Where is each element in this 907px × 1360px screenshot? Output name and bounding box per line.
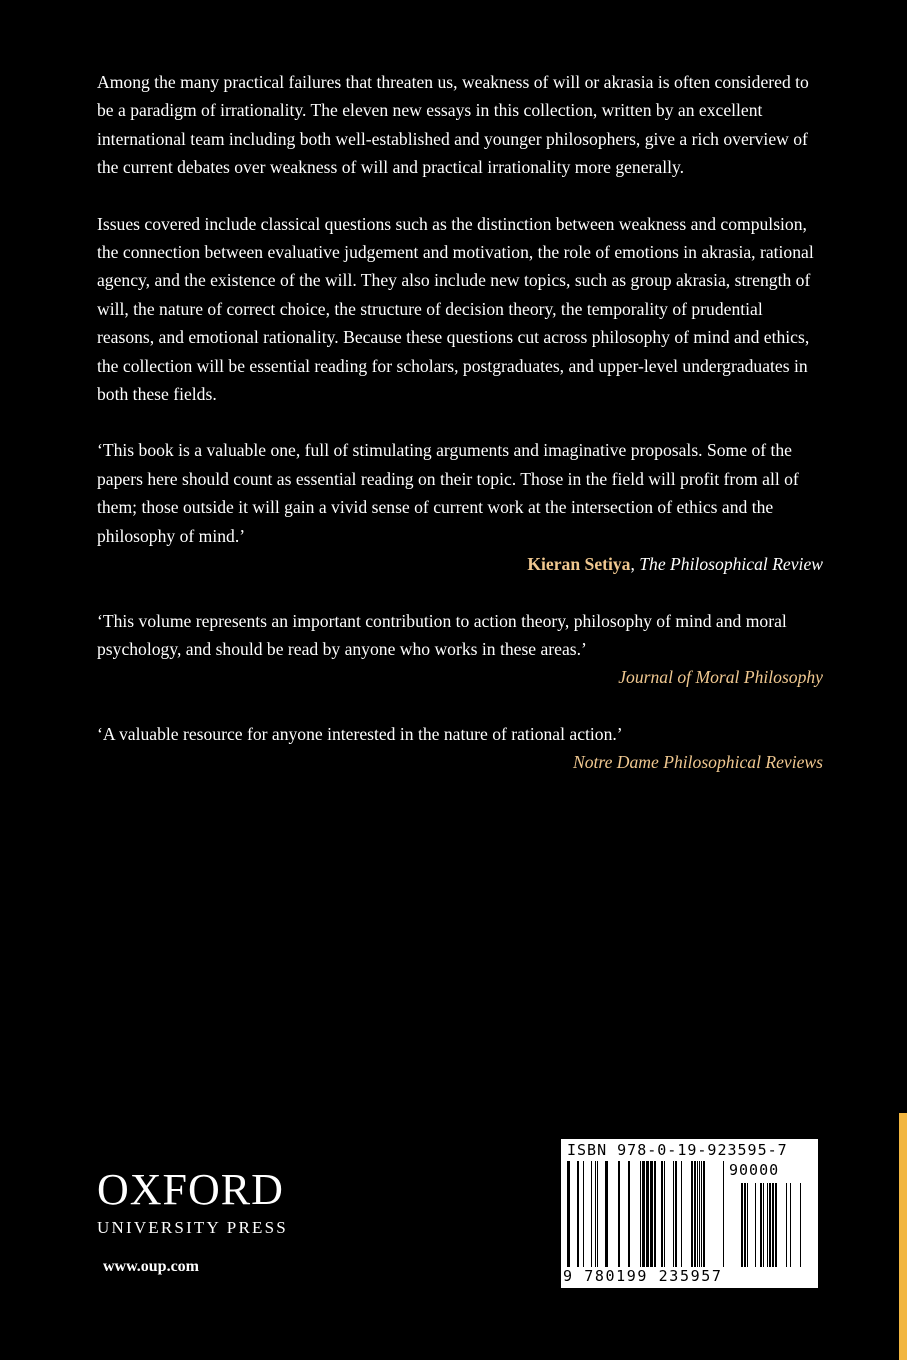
barcode-bar [691,1161,693,1267]
barcode-bar [767,1183,768,1267]
barcode-bar [755,1183,756,1267]
barcode-bar [786,1183,787,1267]
barcode-bar [640,1161,641,1267]
review-source-3: Notre Dame Philosophical Reviews [572,752,823,773]
barcode-bar [650,1161,653,1267]
barcode-bar [763,1183,764,1267]
barcode-bar [595,1161,596,1267]
barcode-bar [642,1161,645,1267]
publisher-website[interactable]: www.oup.com [103,1258,200,1275]
review-quote-2: ‘This volume represents an important contribution to action theory, philosophy of mind and moral psychology, and should be read by anyone who works in these areas.’ [97,610,787,659]
logo-sub-text: UNIVERSITY PRESS [97,1218,288,1237]
barcode-bar [654,1161,656,1267]
barcode-bar [701,1161,702,1267]
barcode-bar [681,1161,682,1267]
barcode-bar [646,1161,649,1267]
barcode-bar [741,1183,743,1267]
price-code-text: 90000 [729,1161,780,1179]
barcode-bar [703,1161,705,1267]
review-source-1: The Philosophical Review [639,554,823,575]
review-quote-3: ‘A valuable resource for anyone interested in the nature of rational action.’ [97,723,623,744]
barcode-bar [723,1161,724,1267]
review-attribution-3 [97,748,823,776]
review-source-2: Journal of Moral Philosophy [618,667,823,688]
barcode-bar [661,1161,663,1267]
barcode-bar [697,1161,698,1267]
attribution-separator: , [630,554,640,575]
oxford-logo [97,1165,288,1238]
barcode-bar [772,1183,774,1267]
barcode-bar [605,1161,608,1267]
back-cover-text [97,68,823,805]
isbn-barcode [560,1138,819,1289]
barcode-bar [628,1161,630,1267]
review-attribution-2 [97,663,823,691]
barcode-bar [567,1161,570,1267]
ean-digits: 9 780199 235957 [563,1267,723,1285]
barcode-bar [775,1183,777,1267]
barcode-bar [800,1183,801,1267]
barcode-bar [699,1161,700,1267]
review-attribution-1 [97,550,823,578]
review-author-1: Kieran Setiya [527,554,631,575]
barcode-bar [694,1161,696,1267]
logo-main-text: OXFORD [97,1165,284,1214]
barcode-bar [597,1161,598,1267]
barcode-bar [673,1161,674,1267]
review-quote-1: ‘This book is a valuable one, full of stimulating arguments and imaginative proposals. Some of the papers here should count as essential reading on their topic. Those in the field will profit from all of them; those outside it will gain a vivid sense of current work at the intersection of ethics and the philosophy of mind.’ [97,440,799,546]
barcode-bar [577,1161,579,1267]
barcode-bar [675,1161,677,1267]
barcode-bar [769,1183,771,1267]
description-paragraph-2: Issues covered include classical questions such as the distinction between weakness and compulsion, the connection between evaluative judgement and motivation, the role of emotions in akrasia, rational agency, and the existence of the will. They also include new topics, such as group akrasia, strength of will, the nature of correct choice, the structure of decision theory, the temporality of prudential reasons, and emotional rationality. Because these questions cut across philosophy of mind and ethics, the collection will be essential reading for scholars, postgraduates, and upper-level undergraduates in both these fields. [97,213,814,405]
barcode-bars-addon [731,1183,813,1267]
spine-accent-bar [899,1113,907,1360]
barcode-bars-main [567,1161,727,1267]
description-paragraph-1: Among the many practical failures that threaten us, weakness of will or akrasia is often considered to be a paradigm of irrationality. The eleven new essays in this collection, written by an excellent international team including both well-established and younger philosophers, give a rich overview of the current debates over weakness of will and practical irrationality more generally. [97,72,809,178]
barcode-bar [591,1161,592,1267]
barcode-bar [747,1183,748,1267]
barcode-bar [790,1183,791,1267]
barcode-bar [583,1161,584,1267]
barcode-bar [760,1183,762,1267]
barcode-bar [744,1183,746,1267]
barcode-bar [664,1161,665,1267]
isbn-text: ISBN 978-0-19-923595-7 [567,1141,788,1159]
barcode-bar [618,1161,620,1267]
